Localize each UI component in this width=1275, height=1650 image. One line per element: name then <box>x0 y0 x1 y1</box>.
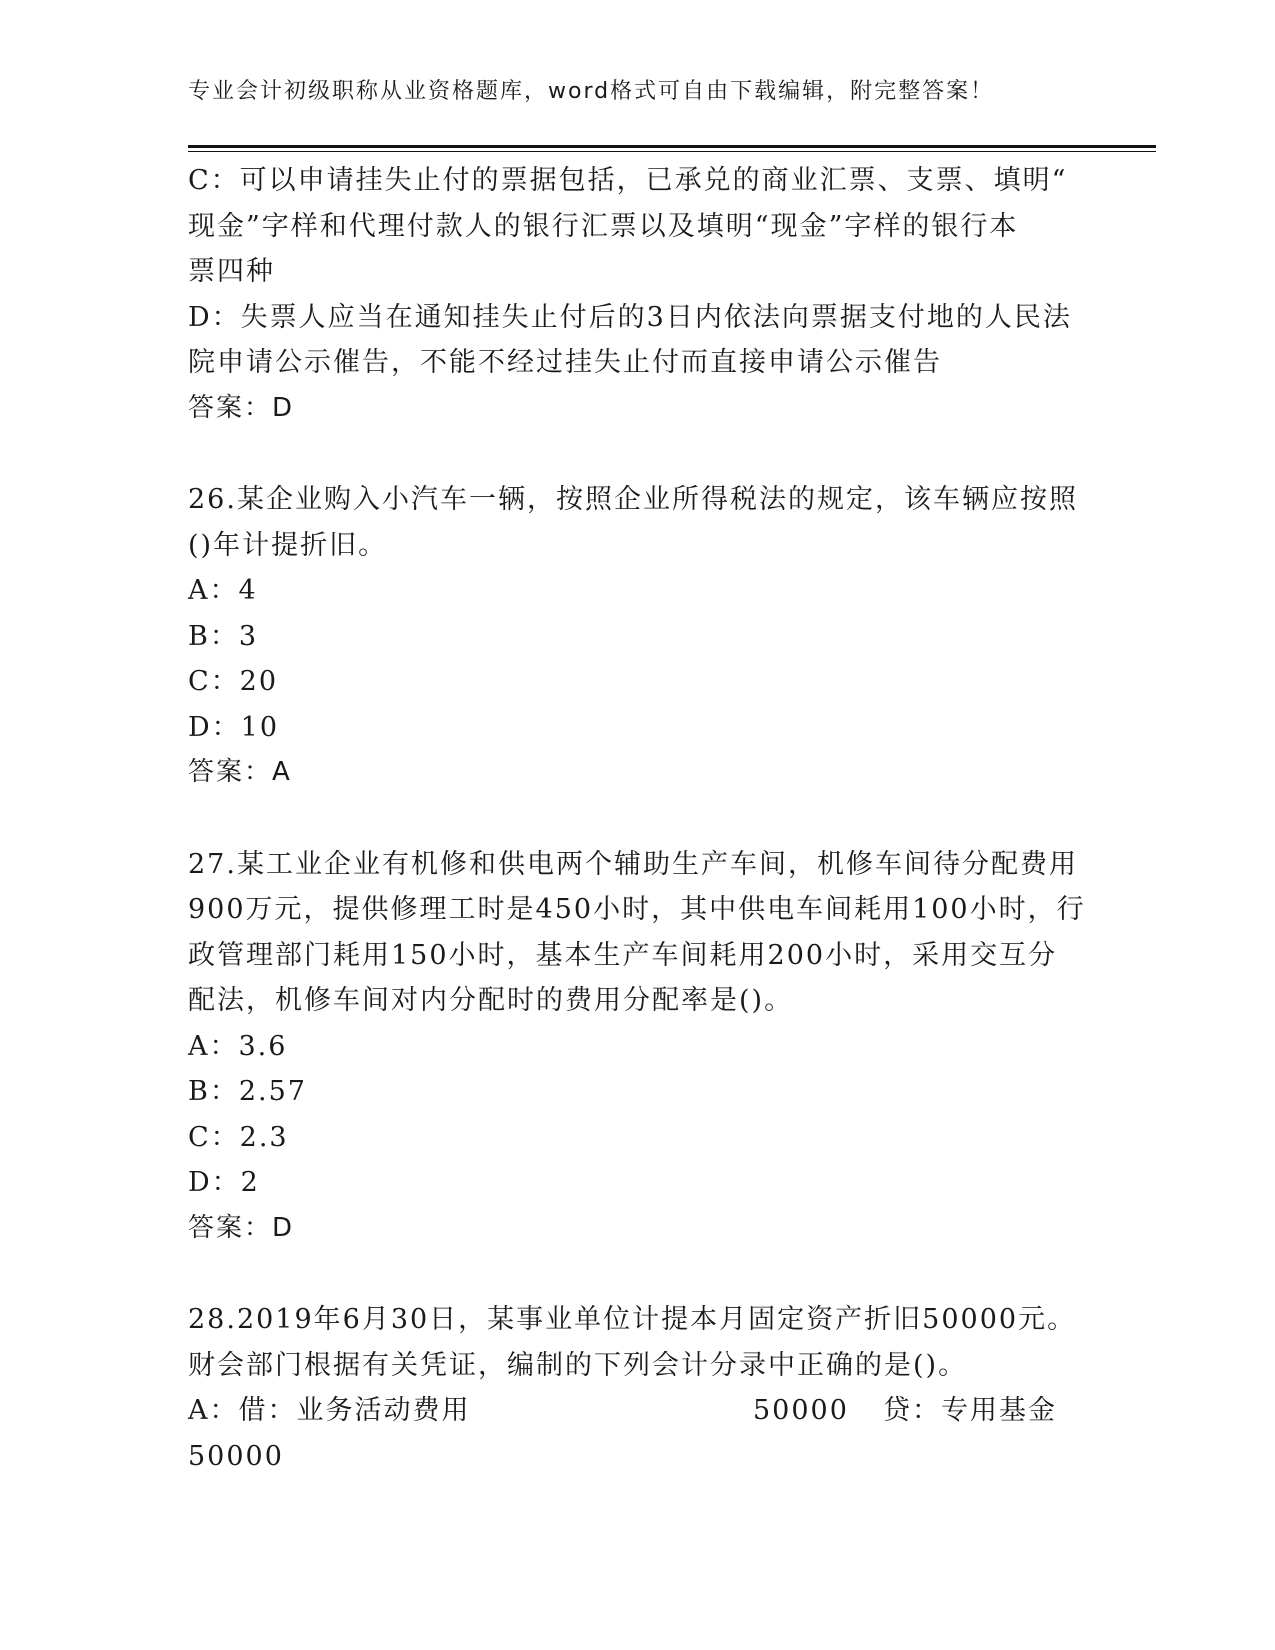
option-b: B：3 <box>188 620 259 652</box>
header-rule-thin <box>188 151 1156 152</box>
spacer <box>188 796 1088 842</box>
option-d: D：10 <box>188 711 280 743</box>
option-a-debit: A：借：业务活动费用 <box>188 1395 471 1426</box>
answer-line: 答案：A <box>188 757 292 787</box>
option-b: B：2.57 <box>188 1076 307 1107</box>
option-a: A：3.6 <box>188 1030 288 1062</box>
answer-line: 答案：D <box>188 392 295 423</box>
question-stem: 配法，机修车间对内分配时的费用分配率是()。 <box>188 985 794 1016</box>
option-a-credit-amount: 50000 <box>188 1440 284 1472</box>
option-a: A：4 <box>188 575 258 606</box>
option-d-line: D：失票人应当在通知挂失止付后的3日内依法向票据支付地的人民法 <box>188 301 1072 333</box>
question-stem: 28.2019年6月30日，某事业单位计提本月固定资产折旧50000元。 <box>188 1304 1077 1335</box>
question-25-tail <box>188 158 1088 431</box>
header-rule-thick <box>188 145 1156 148</box>
question-28 <box>188 1297 1088 1479</box>
option-c-line: C：可以申请挂失止付的票据包括，已承兑的商业汇票、支票、填明“ <box>188 165 1068 196</box>
option-a-entry <box>188 1388 1088 1434</box>
option-d-line: 院申请公示催告，不能不经过挂失止付而直接申请公示催告 <box>188 347 942 378</box>
option-c-line: 现金”字样和代理付款人的银行汇票以及填明“现金”字样的银行本 <box>188 210 1019 242</box>
question-27 <box>188 842 1088 1252</box>
option-c: C：2.3 <box>188 1121 289 1153</box>
option-d: D：2 <box>188 1167 260 1198</box>
option-c: C：20 <box>188 666 279 697</box>
question-stem: 财会部门根据有关凭证，编制的下列会计分录中正确的是()。 <box>188 1349 968 1381</box>
question-stem: 26.某企业购入小汽车一辆，按照企业所得税法的规定，该车辆应按照 <box>188 484 1078 515</box>
page-header: 专业会计初级职称从业资格题库，word格式可自由下载编辑，附完整答案！ <box>188 79 995 104</box>
document-body <box>188 158 1088 1479</box>
spacer <box>188 1251 1088 1297</box>
option-a-debit-amount: 50000 <box>753 1395 849 1426</box>
answer-line: 答案：D <box>188 1212 295 1243</box>
option-c-line: 票四种 <box>188 256 275 287</box>
spacer <box>188 431 1088 477</box>
question-stem: 900万元，提供修理工时是450小时，其中供电车间耗用100小时，行 <box>188 894 1086 925</box>
question-stem: 27.某工业企业有机修和供电两个辅助生产车间，机修车间待分配费用 <box>188 848 1078 880</box>
question-stem: ()年计提折旧。 <box>188 529 388 561</box>
option-a-credit: 贷：专用基金 <box>883 1395 1057 1426</box>
question-stem: 政管理部门耗用150小时，基本生产车间耗用200小时，采用交互分 <box>188 939 1058 971</box>
question-26 <box>188 477 1088 796</box>
